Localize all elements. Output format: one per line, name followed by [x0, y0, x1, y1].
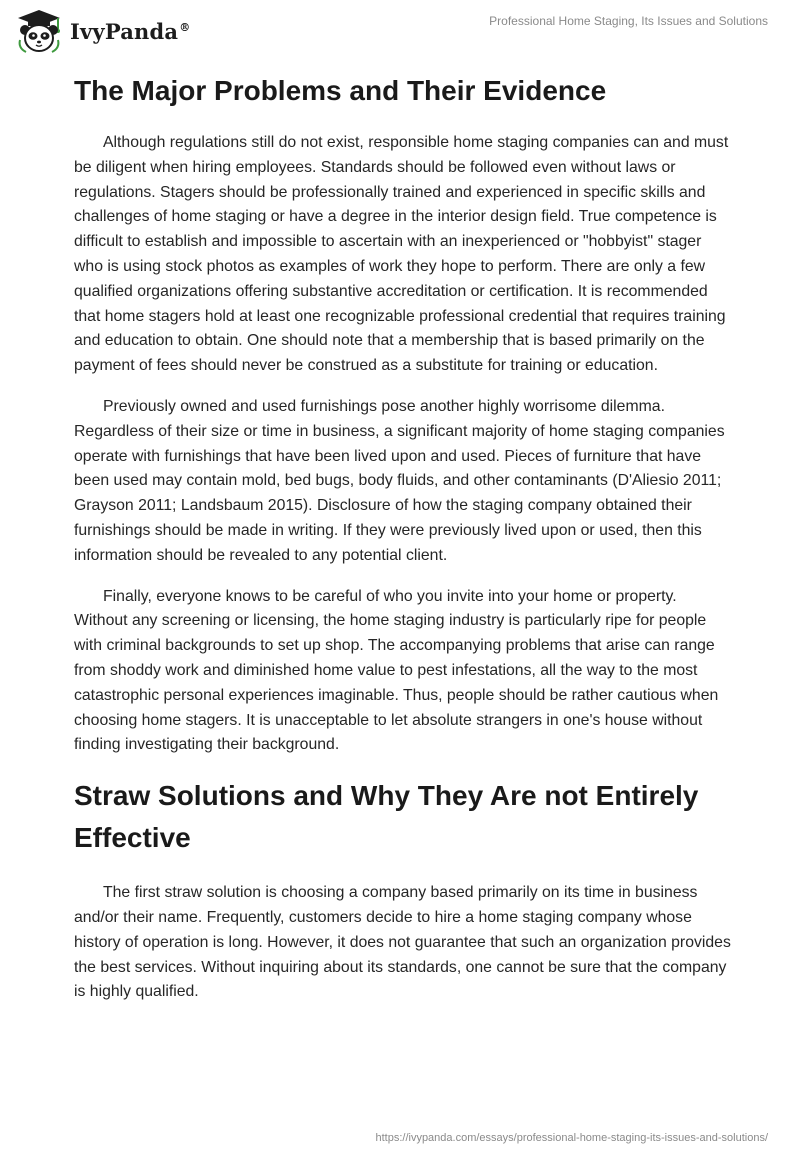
panda-graduate-icon: [14, 8, 64, 54]
logo-text: IvyPanda®: [70, 18, 191, 44]
registered-mark: ®: [179, 20, 191, 34]
paragraph: Finally, everyone knows to be careful of who you invite into your home or property. Without any screening or licensing, the home staging industry is particularly ripe for people with criminal backgrounds to set up shop. The accompanying problems that arise can range from shoddy work and diminished home value to pest infestations, all the way to the most catastrophic personal experiences imaginable. Thus, people should be rather cautious when choosing home stagers. It is unacceptable to let absolute strangers in one's house without finding investigating their background.: [74, 587, 719, 754]
paragraph: Previously owned and used furnishings pose another highly worrisome dilemma. Regardless of their size or time in business, a significant majority of home staging companies operate with furnishings that have been lived upon and used. Pieces of furniture that have been used may contain mold, bed bugs, body fluids, and other contaminants (D'Aliesio 2011; Grayson 2011; Landsbaum 2015). Disclosure of how the staging company obtained their furnishings should be made in writing. If they were previously lived upon or used, then this information should be revealed to any potential client.: [74, 397, 725, 564]
document-title: Professional Home Staging, Its Issues and Solutions: [489, 14, 768, 28]
page-header: [0, 0, 800, 60]
section-heading: The Major Problems and Their Evidence: [74, 75, 607, 106]
paragraph: The first straw solution is choosing a company based primarily on its time in business and/or their name. Frequently, customers decide to hire a home staging company whose history of operation is long. However, it does not guarantee that such an organization provides the best services. Without inquiring about its standards, one cannot be sure that the company is highly qualified.: [74, 884, 731, 1001]
paragraph: Although regulations still do not exist, responsible home staging companies can and must be diligent when hiring employees. Standards should be followed even without laws or regulations. Stagers should be professionally trained and experienced in specific skills and challenges of home staging or have a degree in the interior design field. True competence is difficult to establish and impossible to ascertain with an inexperienced or "hobbyist" stager who is using stock photos as examples of work they hope to perform. There are only a few qualified organizations offering substantive accreditation or certification. It is recommended that home stagers hold at least one recognizable professional credential that requires training and education to obtain. One should note that a membership that is based primarily on the payment of fees should never be construed as a substitute for training or education.: [74, 134, 729, 375]
section-heading: Straw Solutions and Why They Are not Entirely Effective: [74, 780, 699, 854]
article-body: [74, 70, 734, 1005]
source-url[interactable]: https://ivypanda.com/essays/professional-home-staging-its-issues-and-solutions/: [375, 1132, 768, 1144]
ivypanda-logo[interactable]: [14, 8, 190, 54]
